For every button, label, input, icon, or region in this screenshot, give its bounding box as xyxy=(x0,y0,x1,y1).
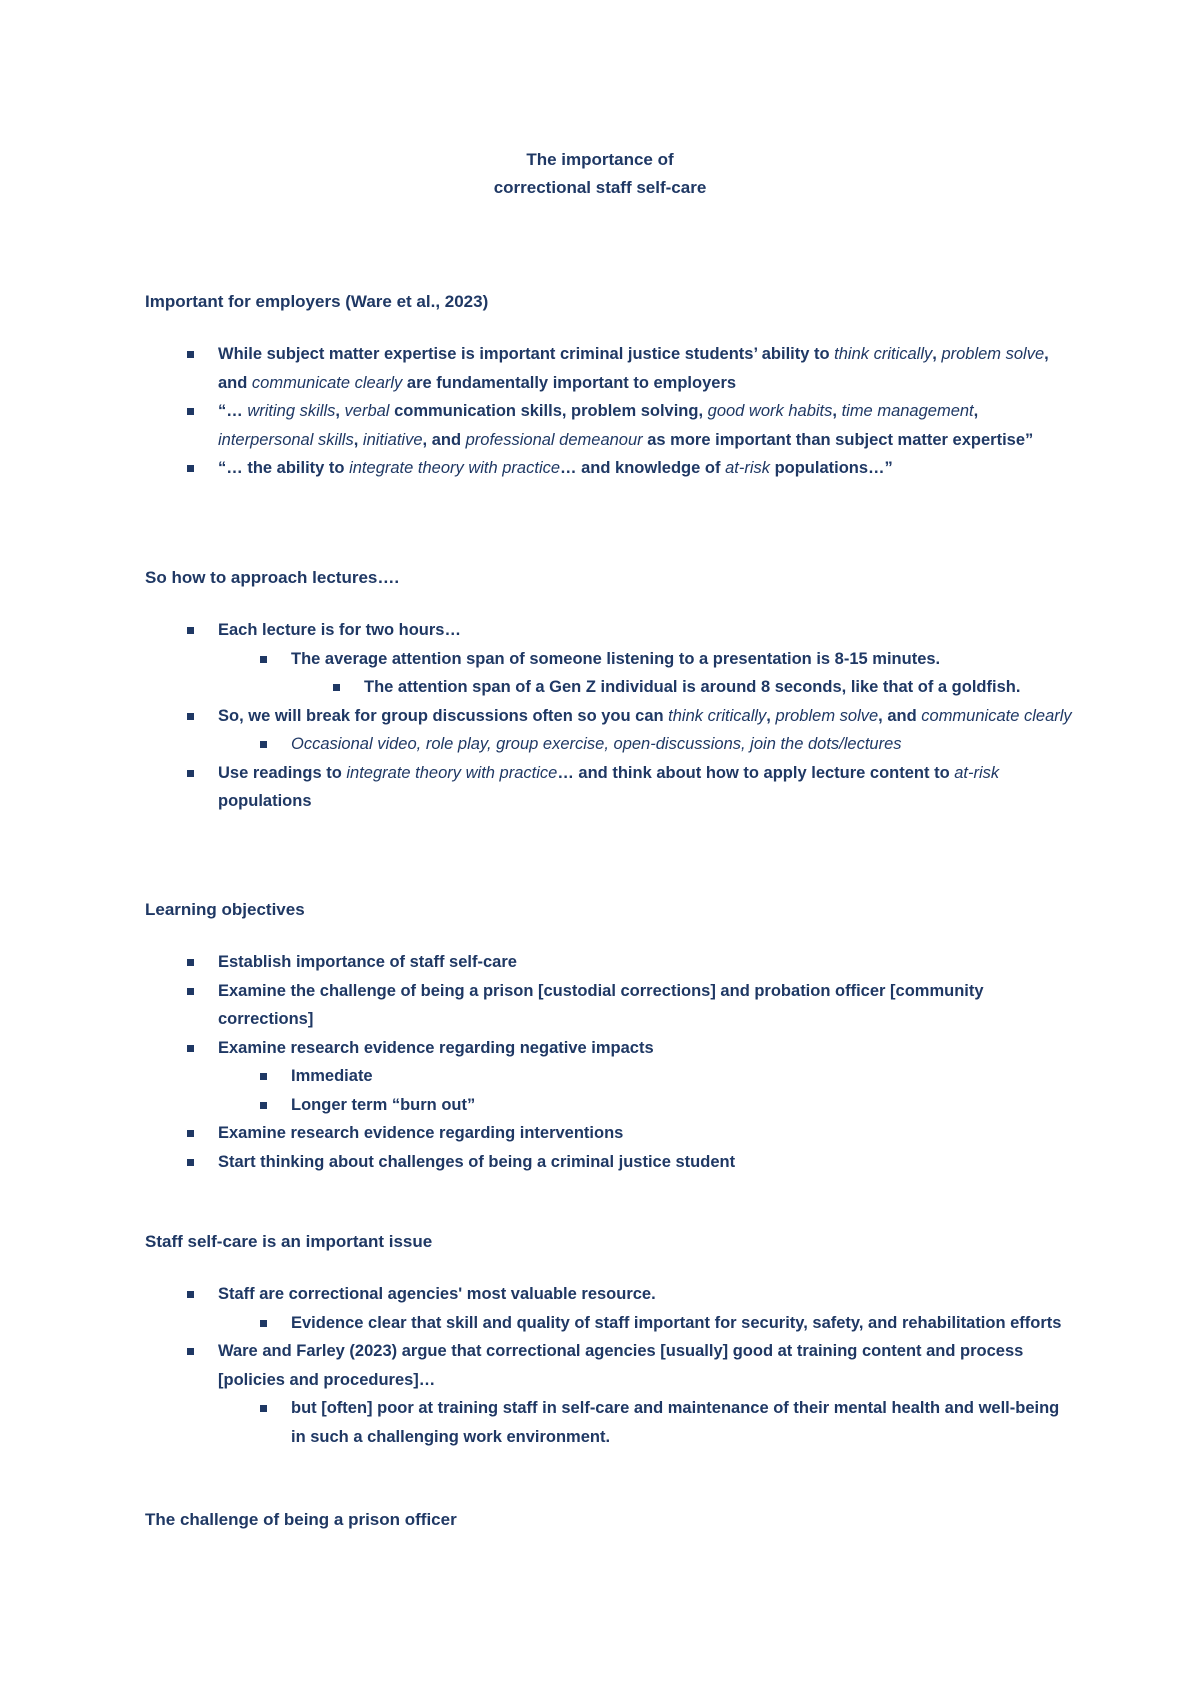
text-run: but [often] poor at training staff in self-care and maintenance of their mental health and well-being in such a challenging work environment. xyxy=(291,1399,1060,1446)
text-run: , xyxy=(335,402,345,420)
text-run: Examine the challenge of being a prison [custodial corrections] and probation officer [community corrections] xyxy=(218,981,984,1028)
square-bullet-icon xyxy=(260,1320,267,1327)
square-bullet-icon xyxy=(260,1073,267,1080)
text-run: Immediate xyxy=(291,1067,373,1085)
list-item xyxy=(0,1309,1078,1338)
text-run: Evidence clear that skill and quality of staff important for security, safety, and rehabilitation efforts xyxy=(291,1313,1062,1332)
text-run: The average attention span of someone listening to a presentation is 8-15 minutes. xyxy=(291,649,941,668)
text-run: So, we will break for group discussions often so you can xyxy=(218,706,669,725)
text-run: Examine research evidence regarding interventions xyxy=(218,1124,624,1142)
list-item xyxy=(0,1119,1078,1148)
italic-text: writing skills xyxy=(247,402,336,420)
list-item xyxy=(0,454,1078,483)
list-item xyxy=(0,1091,1078,1120)
list-item xyxy=(0,730,1078,759)
list-item xyxy=(0,1148,1078,1177)
text-run: , xyxy=(832,402,842,420)
section-list-employers xyxy=(0,340,1078,483)
square-bullet-icon xyxy=(333,684,340,691)
text-run: populations xyxy=(218,792,312,810)
square-bullet-icon xyxy=(187,408,194,415)
text-run: , xyxy=(353,430,363,449)
list-item xyxy=(0,645,1078,674)
text-run: as more important than subject matter expertise” xyxy=(642,430,1034,449)
text-run: Longer term “burn out” xyxy=(291,1095,476,1114)
square-bullet-icon xyxy=(187,959,194,966)
italic-text: good work habits xyxy=(707,402,833,420)
italic-text: time management xyxy=(841,402,974,420)
square-bullet-icon xyxy=(187,713,194,720)
square-bullet-icon xyxy=(187,1045,194,1052)
square-bullet-icon xyxy=(187,1130,194,1137)
text-run: populations…” xyxy=(769,459,893,477)
list-item xyxy=(0,702,1078,731)
italic-text: interpersonal skills xyxy=(218,430,354,449)
square-bullet-icon xyxy=(187,1159,194,1166)
square-bullet-icon xyxy=(187,627,194,634)
text-run: , xyxy=(766,706,776,725)
text-run: The attention span of a Gen Z individual is around 8 seconds, like that of a goldfish. xyxy=(364,678,1021,696)
italic-text: communicate clearly xyxy=(251,373,403,392)
text-run: Ware and Farley (2023) argue that correctional agencies [usually] good at training content and process [policies and procedures]… xyxy=(218,1342,1024,1389)
list-item xyxy=(0,1062,1078,1091)
section-heading-lectures: So how to approach lectures…. xyxy=(145,568,400,587)
list-item xyxy=(0,948,1078,977)
italic-text: professional demeanour xyxy=(465,430,643,449)
square-bullet-icon xyxy=(260,741,267,748)
section-heading-self-care: Staff self-care is an important issue xyxy=(145,1232,433,1251)
section-list-lectures xyxy=(0,616,1078,816)
list-item xyxy=(0,1337,1078,1394)
italic-text: problem solve xyxy=(941,345,1045,363)
list-item xyxy=(0,673,1078,702)
square-bullet-icon xyxy=(187,351,194,358)
text-run: Examine research evidence regarding negative impacts xyxy=(218,1038,654,1057)
text-run: Each lecture is for two hours… xyxy=(218,621,461,639)
italic-text: think critically xyxy=(668,706,767,725)
italic-text: at-risk xyxy=(954,763,1000,782)
section-list-self-care xyxy=(0,1280,1078,1451)
list-item xyxy=(0,977,1078,1034)
italic-text: problem solve xyxy=(775,706,879,725)
italic-text: Occasional video, role play, group exercise, open-discussions, join the dots/lectures xyxy=(291,735,902,753)
text-run: … and knowledge of xyxy=(560,459,726,477)
square-bullet-icon xyxy=(187,988,194,995)
text-run: Establish importance of staff self-care xyxy=(218,953,517,971)
text-run: “… xyxy=(218,402,248,420)
square-bullet-icon xyxy=(260,656,267,663)
text-run: communication skills, problem solving, xyxy=(389,402,708,420)
section-heading-objectives: Learning objectives xyxy=(145,900,305,919)
text-run: , and xyxy=(422,430,466,449)
text-run: , xyxy=(932,345,942,363)
text-run: … and think about how to apply lecture content to xyxy=(557,763,955,782)
list-item xyxy=(0,340,1078,397)
text-run: Use readings to xyxy=(218,763,347,782)
italic-text: verbal xyxy=(344,402,390,420)
text-run: , and xyxy=(218,345,1049,392)
italic-text: at-risk xyxy=(725,459,770,477)
italic-text: think critically xyxy=(834,345,933,363)
square-bullet-icon xyxy=(187,465,194,472)
italic-text: integrate theory with practice xyxy=(346,763,558,782)
list-item xyxy=(0,759,1078,816)
square-bullet-icon xyxy=(187,770,194,777)
text-run: , xyxy=(973,402,979,420)
italic-text: communicate clearly xyxy=(921,706,1072,725)
italic-text: integrate theory with practice xyxy=(349,459,561,477)
text-run: Staff are correctional agencies' most valuable resource. xyxy=(218,1285,656,1303)
square-bullet-icon xyxy=(187,1291,194,1298)
text-run: While subject matter expertise is important criminal justice students’ ability to xyxy=(218,345,835,363)
square-bullet-icon xyxy=(260,1405,267,1412)
title-line-2: correctional staff self-care xyxy=(493,178,707,197)
title-line-1: The importance of xyxy=(526,150,674,169)
list-item xyxy=(0,1394,1078,1451)
document-title xyxy=(0,146,1200,202)
text-run: are fundamentally important to employers xyxy=(402,373,737,392)
square-bullet-icon xyxy=(187,1348,194,1355)
list-item xyxy=(0,1280,1078,1309)
list-item xyxy=(0,397,1078,454)
section-list-objectives xyxy=(0,948,1078,1176)
text-run: “… the ability to xyxy=(218,459,350,477)
text-run: , and xyxy=(878,706,922,725)
list-item xyxy=(0,616,1078,645)
list-item xyxy=(0,1034,1078,1063)
italic-text: initiative xyxy=(362,430,423,449)
text-run: Start thinking about challenges of being a criminal justice student xyxy=(218,1152,736,1171)
section-heading-employers: Important for employers (Ware et al., 2023) xyxy=(145,292,489,311)
square-bullet-icon xyxy=(260,1102,267,1109)
section-heading-prison-officer: The challenge of being a prison officer xyxy=(145,1510,457,1529)
